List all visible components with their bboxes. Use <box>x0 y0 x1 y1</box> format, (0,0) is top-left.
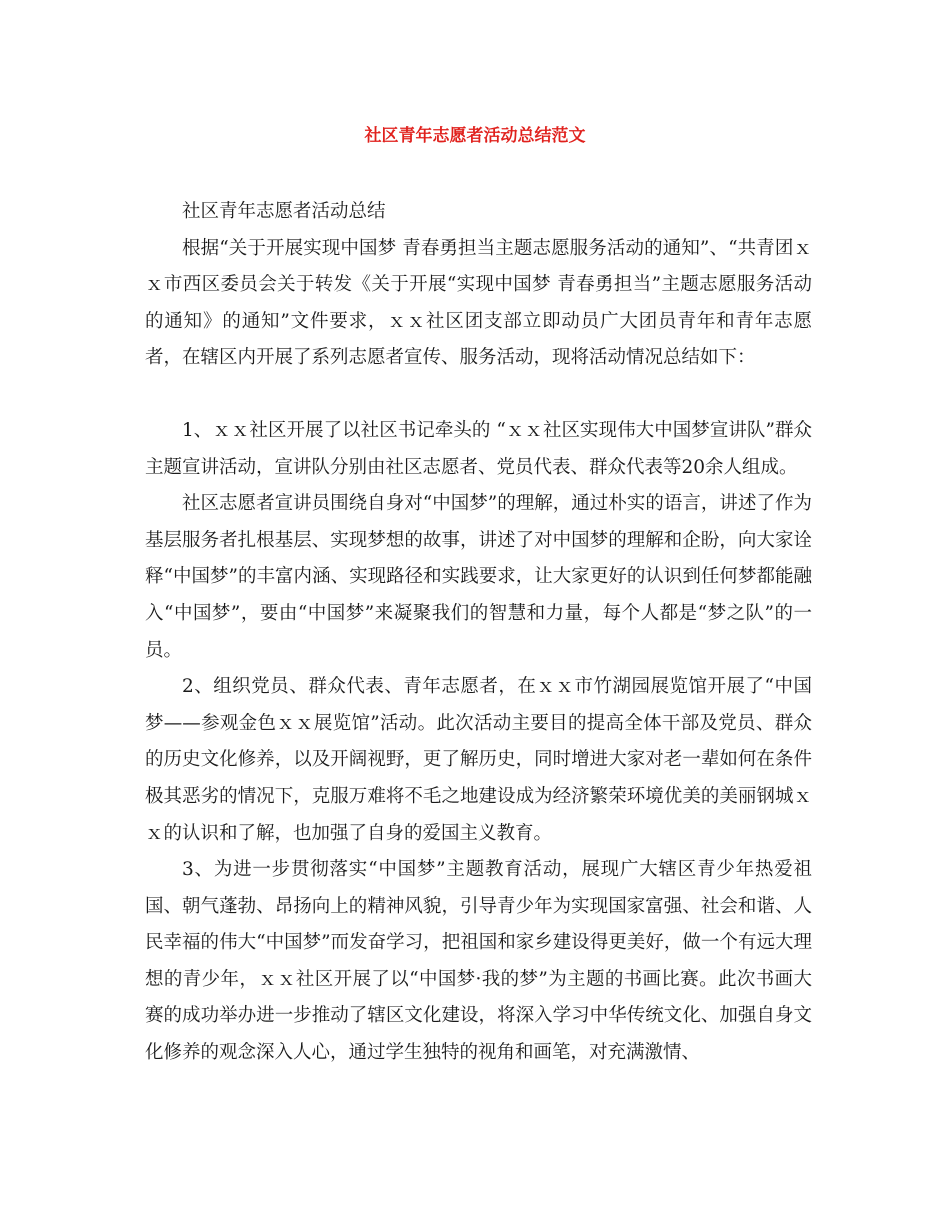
document-body <box>145 194 812 1072</box>
document-title: 社区青年志愿者活动总结范文 <box>364 126 586 146</box>
paragraph-item-1-detail: 社区志愿者宣讲员围绕自身对“中国梦”的理解，通过朴实的语言，讲述了作为基层服务者扎根基层、实现梦想的故事，讲述了对中国梦的理解和企盼，向大家诠释“中国梦”的丰富内涵、实现路径和实践要求，让大家更好的认识到任何梦都能融入“中国梦”，要由“中国梦”来凝聚我们的智慧和力量，每个人都是“梦之队”的一员。 <box>145 493 812 661</box>
paragraph-item-1: 1、ｘｘ社区开展了以社区书记牵头的 “ｘｘ社区实现伟大中国梦宣讲队”群众主题宣讲活动，宣讲队分别由社区志愿者、党员代表、群众代表等20余人组成。 <box>145 419 812 478</box>
paragraph-item-2: 2、组织党员、群众代表、青年志愿者，在ｘｘ市竹湖园展览馆开展了“中国梦——参观金色ｘｘ展览馆”活动。此次活动主要目的提高全体干部及党员、群众的历史文化修养，以及开阔视野，更了解历史，同时增进大家对老一辈如何在条件极其恶劣的情况下，克服万难将不毛之地建设成为经济繁荣环境优美的美丽钢城ｘｘ的认识和了解，也加强了自身的爱国主义教育。 <box>145 676 812 844</box>
paragraph-item-3: 3、为进一步贯彻落实“中国梦”主题教育活动，展现广大辖区青少年热爱祖国、朝气蓬勃、昂扬向上的精神风貌，引导青少年为实现国家富强、社会和谐、人民幸福的伟大“中国梦”而发奋学习，把祖国和家乡建设得更美好，做一个有远大理想的青少年，ｘｘ社区开展了以“中国梦·我的梦”为主题的书画比赛。此次书画大赛的成功举办进一步推动了辖区文化建设，将深入学习中华传统文化、加强自身文化修养的观念深入人心，通过学生独特的视角和画笔，对充满激情、 <box>145 859 812 1064</box>
paragraph-intro: 根据“关于开展实现中国梦 青春勇担当主题志愿服务活动的通知”、“共青团ｘｘ市西区委员会关于转发《关于开展“实现中国梦 青春勇担当”主题志愿服务活动的通知》的通知”文件要求，ｘｘ社区团支部立即动员广大团员青年和青年志愿者，在辖区内开展了系列志愿者宣传、服务活动，现将活动情况总结如下： <box>145 237 812 369</box>
document-subtitle: 社区青年志愿者活动总结 <box>182 201 386 222</box>
